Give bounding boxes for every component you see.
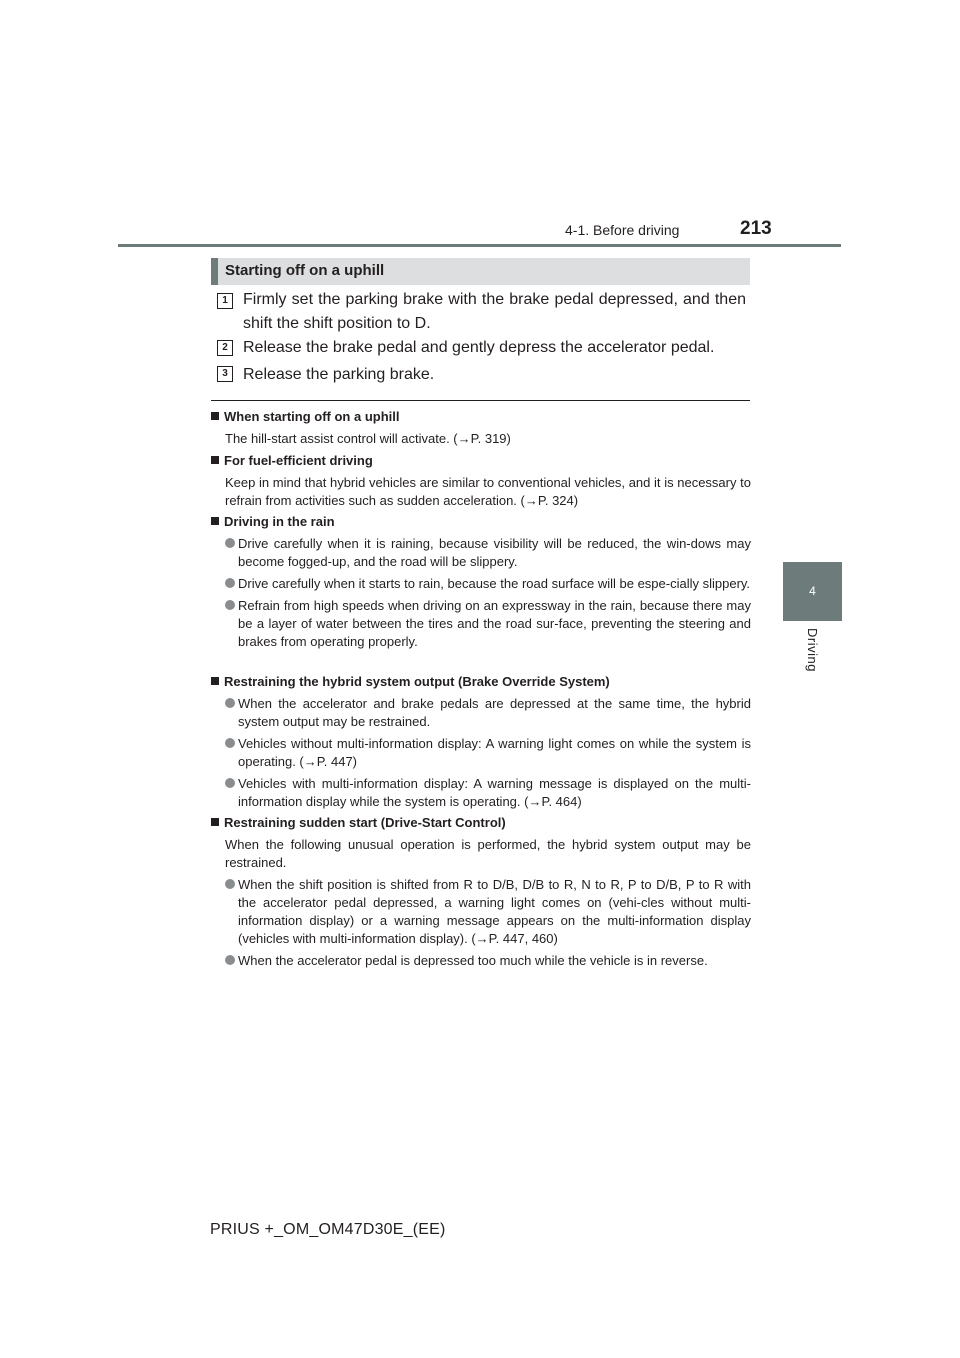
step-number: 3: [217, 366, 233, 382]
header-rule: [118, 244, 841, 247]
note-text: Keep in mind that hybrid vehicles are similar to conventional vehicles, and it is necessary to refrain from activities such as sudden acceleration. (→P. 324): [225, 475, 751, 508]
section-title-bar: [211, 258, 750, 285]
bullet-dot-icon: [225, 955, 235, 965]
bullet-item: When the accelerator pedal is depressed too much while the vehicle is in reverse.: [225, 952, 751, 970]
note-heading: Driving in the rain: [211, 513, 751, 531]
note-driving-rain: [211, 513, 751, 651]
note-hill-start: [211, 408, 751, 448]
note-drive-start-control: [211, 814, 751, 970]
note-text: When the following unusual operation is performed, the hybrid system output may be restrained.: [225, 837, 751, 870]
bullet-dot-icon: [225, 738, 235, 748]
square-bullet-icon: [211, 517, 219, 525]
square-bullet-icon: [211, 412, 219, 420]
bullet-item: When the shift position is shifted from R to D/B, D/B to R, N to R, P to D/B, P to R with the accelerator pedal depressed, a warning light comes on (vehi-cles without multi-information display) or a warning message appears on the multi-information display (vehicles with multi-information display). (→P. 447, 460): [225, 876, 751, 948]
section-title-accent: [211, 258, 218, 285]
square-bullet-icon: [211, 677, 219, 685]
square-bullet-icon: [211, 456, 219, 464]
note-fuel-efficient: [211, 452, 751, 510]
note-brake-override: [211, 673, 751, 811]
chapter-tab[interactable]: 4: [783, 562, 842, 621]
bullet-dot-icon: [225, 778, 235, 788]
square-bullet-icon: [211, 818, 219, 826]
step-text: Release the parking brake.: [243, 366, 435, 383]
bullet-item: Drive carefully when it is raining, because visibility will be reduced, the win-dows may become fogged-up, and the road will be slippery.: [225, 535, 751, 571]
note-text: The hill-start assist control will activate. (→P. 319): [225, 431, 511, 446]
bullet-dot-icon: [225, 600, 235, 610]
section-divider: [211, 400, 750, 401]
bullet-dot-icon: [225, 578, 235, 588]
note-heading: When starting off on a uphill: [211, 408, 751, 426]
bullet-dot-icon: [225, 879, 235, 889]
header-section-label: 4-1. Before driving: [565, 222, 680, 238]
bullet-item: When the accelerator and brake pedals are depressed at the same time, the hybrid system output may be restrained.: [225, 695, 751, 731]
note-heading: Restraining the hybrid system output (Brake Override System): [211, 673, 751, 691]
page-number: 213: [740, 218, 772, 239]
bullet-dot-icon: [225, 538, 235, 548]
bullet-item: Vehicles with multi-information display: A warning message is displayed on the multi-information display while the system is operating. (→P. 464): [225, 775, 751, 811]
step-number: 2: [217, 340, 233, 356]
step-text: Release the brake pedal and gently depress the accelerator pedal.: [243, 339, 715, 356]
bullet-dot-icon: [225, 698, 235, 708]
bullet-item: Drive carefully when it starts to rain, because the road surface will be espe-cially slippery.: [225, 575, 751, 593]
note-heading: For fuel-efficient driving: [211, 452, 751, 470]
bullet-item: Refrain from high speeds when driving on an expressway in the rain, because there may be a layer of water between the tires and the road sur-face, preventing the steering and brakes from operating properly.: [225, 597, 751, 651]
step-number: 1: [217, 293, 233, 309]
chapter-tab-label: Driving: [805, 628, 820, 672]
footer-document-code: PRIUS +_OM_OM47D30E_(EE): [210, 1221, 446, 1238]
note-heading: Restraining sudden start (Drive-Start Control): [211, 814, 751, 832]
section-title: Starting off on a uphill: [225, 262, 385, 279]
step-text: Firmly set the parking brake with the brake pedal depressed, and then shift the shift position to D.: [243, 291, 746, 332]
bullet-item: Vehicles without multi-information display: A warning light comes on while the system is operating. (→P. 447): [225, 735, 751, 771]
